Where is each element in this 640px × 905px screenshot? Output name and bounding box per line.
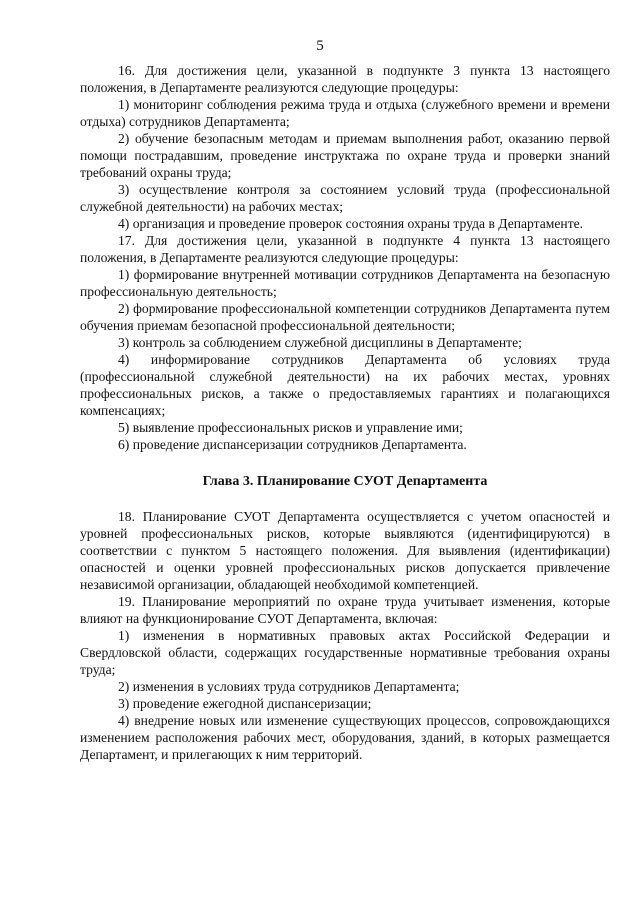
list-item: 3) проведение ежегодной диспансеризации;	[118, 696, 372, 711]
list-item: 5) выявление профессиональных рисков и управление ими;	[118, 420, 463, 435]
list-item: 4) внедрение новых или изменение существующих процессов, сопровождающихся изменением расположения рабочих мест, оборудования, зданий, в которых размещается Департамент, и прилегающих к ним территорий.	[80, 713, 610, 762]
list-item: 2) обучение безопасным методам и приемам выполнения работ, оказанию первой помощи пострадавшим, проведение инструктажа по охране труда и проверки знаний требований охраны труда;	[80, 131, 610, 180]
list-item: 2) изменения в условиях труда сотрудников Департамента;	[118, 679, 460, 694]
paragraph-19: 19. Планирование мероприятий по охране труда учитывает изменения, которые влияют на функционирование СУОТ Департамента, включая:	[80, 594, 610, 626]
list-item: 1) изменения в нормативных правовых актах Российской Федерации и Свердловской области, содержащих государственные нормативные требования охраны труда;	[80, 628, 610, 677]
list-item: 2) формирование профессиональной компетенции сотрудников Департамента путем обучения приемам безопасной профессиональной деятельности;	[80, 301, 610, 333]
chapter-heading: Глава 3. Планирование СУОТ Департамента	[202, 474, 488, 489]
paragraph-17: 17. Для достижения цели, указанной в подпункте 4 пункта 13 настоящего положения, в Департаменте реализуются следующие процедуры:	[80, 233, 610, 265]
list-item: 4) организация и проведение проверок состояния охраны труда в Департаменте.	[118, 216, 584, 231]
paragraph-16: 16. Для достижения цели, указанной в подпункте 3 пункта 13 настоящего положения, в Департаменте реализуются следующие процедуры:	[80, 63, 610, 95]
paragraph-18: 18. Планирование СУОТ Департамента осуществляется с учетом опасностей и уровней профессиональных рисков, которые выявляются (идентифицируются) в соответствии с пунктом 5 настоящего положения. Для выявления (идентификации) опасностей и оценки уровней профессиональных рисков допускается привлечение независимой организации, обладающей необходимой компетенцией.	[80, 509, 610, 592]
document-body	[80, 62, 610, 763]
list-item: 4) информирование сотрудников Департамента об условиях труда (профессиональной служебной деятельности) на их рабочих местах, уровнях профессиональных рисков, а также о предоставляемых гарантиях и полагающихся компенсациях;	[80, 352, 610, 418]
list-item: 6) проведение диспансеризации сотрудников Департамента.	[118, 437, 467, 452]
list-item: 3) контроль за соблюдением служебной дисциплины в Департаменте;	[118, 335, 522, 350]
list-item: 1) мониторинг соблюдения режима труда и отдыха (служебного времени и времени отдыха) сотрудников Департамента;	[80, 97, 610, 129]
list-item: 1) формирование внутренней мотивации сотрудников Департамента на безопасную профессиональную деятельность;	[80, 267, 610, 299]
list-item: 3) осуществление контроля за состоянием условий труда (профессиональной служебной деятельности) на рабочих местах;	[80, 182, 610, 214]
page-number: 5	[316, 38, 324, 54]
